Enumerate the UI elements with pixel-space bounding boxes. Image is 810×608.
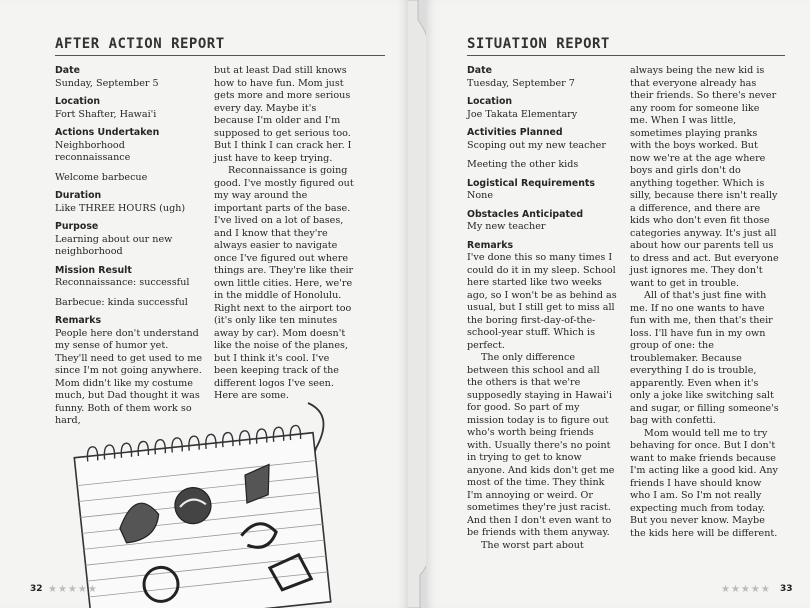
title-rule <box>55 55 385 56</box>
paragraph: The worst part about <box>481 539 584 551</box>
notebook-sketch <box>60 395 360 608</box>
field-label: Obstacles Anticipated <box>467 208 584 220</box>
field-label: Location <box>55 96 101 107</box>
page-title: AFTER ACTION REPORT <box>55 36 225 52</box>
right-page <box>426 0 810 608</box>
report-fields <box>467 65 617 552</box>
field-label: Purpose <box>55 221 99 232</box>
paragraph: always being the new kid is that everyone already has their friends. So there's never any room for someone like me. When I was little, sometimes playing pranks with the boys worked. But now we're at the age where boys and girls don't do anything together. Which is silly, because there isn't really a difference, and there are kids who don't even fit those categories anyway. It's just all about how our parents tell us to dress and act. But everyone just ignores me. They don't want to get in trouble. <box>630 65 779 289</box>
field-value: Meeting the other kids <box>467 159 579 170</box>
field-label: Remarks <box>467 239 514 251</box>
report-fields <box>55 65 203 428</box>
field-label: Mission Result <box>55 264 132 276</box>
page-number: 32 <box>30 584 43 594</box>
field-value: Neighborhood reconnaissance <box>55 139 131 163</box>
title-rule <box>467 55 785 56</box>
remarks-text: People here don't understand my sense of humor yet. They'll need to get used to me since I'm not going anywhere. Mom didn't like my costume much, but Dad thought it was funny. Both of them work so hard, <box>55 327 203 426</box>
paragraph: Mom would tell me to try behaving for once. But I don't want to make friends because I'm acting like a good kid. Any friends I have should know who I am. So I'm not really expecting much from today. But you never know. Maybe the kids here will be different. <box>630 427 778 539</box>
paragraph: The only difference between this school and all the others is that we're supposedly staying in Hawai'i for good. So part of my mission today is to figure out who's worth being friends with. Usually there's no point in trying to get to know anyone. And kids don't get me most of the time. They think I'm annoying or weird. Or sometimes they're just racist. And then I don't even want to be friends with them anyway. <box>467 352 615 538</box>
field-label: Activities Planned <box>467 127 563 138</box>
paragraph: Reconnaissance is going good. I've mostly figured out my way around the important parts of the base. I've lived on a lot of bases, and I know that they're always easier to navigate once I've figured out where things are. They're like their own little cities. Here, we're in the middle of Honolulu. Right next to the airport too (it's only like ten minutes away by car). Mom doesn't like the noise of the planes, but I think it's cool. I've been keeping track of the different logos I've seen. Here are some. <box>214 165 354 401</box>
page-title: SITUATION REPORT <box>467 36 610 52</box>
body-column <box>214 65 356 403</box>
paragraph: but at least Dad still knows how to have fun. Mom just gets more and more serious every day. Maybe it's because I'm older and I'm supposed to get serious too. But I think I can crack her. I just have to keep trying. <box>214 65 352 164</box>
field-value: Tuesday, September 7 <box>467 77 575 89</box>
field-value: None <box>467 190 494 201</box>
body-column <box>630 65 780 540</box>
rating-stars: ★★★★★ <box>48 584 98 595</box>
field-value: Barbecue: kinda successful <box>55 296 188 308</box>
field-value: Welcome barbecue <box>55 171 148 183</box>
field-label: Location <box>467 96 513 107</box>
field-label: Duration <box>55 190 102 201</box>
field-value: Sunday, September 5 <box>55 77 159 89</box>
remarks-text: I've done this so many times I could do it in my sleep. School here started like two weeks ago, so I won't be as behind as usual, but I still get to miss all the boring first-day-of-the-school-year stuff. Which is perfect. <box>467 252 617 351</box>
field-label: Logistical Requirements <box>467 177 595 189</box>
field-value: Like THREE HOURS (ugh) <box>55 202 186 214</box>
field-value: Scoping out my new teacher <box>467 139 606 151</box>
field-value: Learning about our new neighborhood <box>55 233 173 257</box>
page-number: 33 <box>780 584 793 594</box>
field-value: Joe Takata Elementary <box>467 108 578 120</box>
field-label: Date <box>467 65 492 76</box>
paragraph: All of that's just fine with me. If no one wants to have fun with me, then that's their loss. I'll have fun in my own group of one: the troublemaker. Because everything I do is trouble, apparently. Even when it's only a joke like switching salt and sugar, or filling someone's bag with confetti. <box>630 290 779 426</box>
field-value: Fort Shafter, Hawai'i <box>55 108 157 120</box>
field-value: My new teacher <box>467 221 546 232</box>
field-label: Actions Undertaken <box>55 127 160 138</box>
field-label: Date <box>55 65 80 76</box>
field-label: Remarks <box>55 315 102 326</box>
field-value: Reconnaissance: successful <box>55 277 190 288</box>
rating-stars: ★★★★★ <box>721 584 771 595</box>
